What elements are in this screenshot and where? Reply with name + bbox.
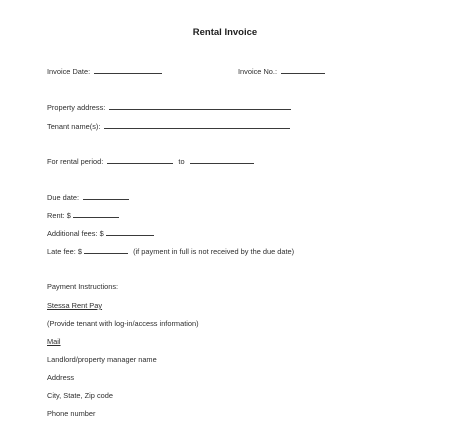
payment-option-online-note: (Provide tenant with log-in/access information) [47,319,199,328]
late-fee-field[interactable] [84,246,128,254]
late-fee-row [47,246,294,257]
rent-row [47,210,119,221]
property-address-row [47,102,291,113]
tenant-names-field[interactable] [104,121,290,129]
invoice-no-field[interactable] [281,66,325,74]
mail-city-state-zip: City, State, Zip code [47,391,113,400]
mail-landlord-name: Landlord/property manager name [47,355,157,364]
payment-option-online: Stessa Rent Pay [47,301,103,310]
late-fee-label: Late fee: $ [47,247,82,256]
invoice-date-row [47,66,162,77]
rental-period-to: to [178,157,185,166]
payment-instructions-heading: Payment Instructions: [47,282,119,291]
invoice-date-field[interactable] [94,66,162,74]
property-address-field[interactable] [109,102,291,110]
rental-period-label: For rental period: [47,157,104,166]
invoice-no-row [238,66,325,77]
tenant-names-label: Tenant name(s): [47,122,101,131]
rental-period-row [47,156,254,167]
rental-period-start-field[interactable] [107,156,173,164]
invoice-date-label: Invoice Date: [47,67,91,76]
additional-fees-row [47,228,154,239]
tenant-names-row [47,121,290,132]
payment-option-mail: Mail [47,337,61,346]
rent-label: Rent: $ [47,211,71,220]
additional-fees-label: Additional fees: $ [47,229,104,238]
mail-phone-number: Phone number [47,409,96,418]
mail-address: Address [47,373,75,382]
additional-fees-field[interactable] [106,228,154,236]
document-title: Rental Invoice [192,27,258,38]
due-date-label: Due date: [47,193,80,202]
invoice-no-label: Invoice No.: [238,67,278,76]
due-date-field[interactable] [83,192,129,200]
property-address-label: Property address: [47,103,106,112]
due-date-row [47,192,129,203]
late-fee-note: (if payment in full is not received by the due date) [133,247,295,256]
rental-period-end-field[interactable] [190,156,254,164]
rent-field[interactable] [73,210,119,218]
